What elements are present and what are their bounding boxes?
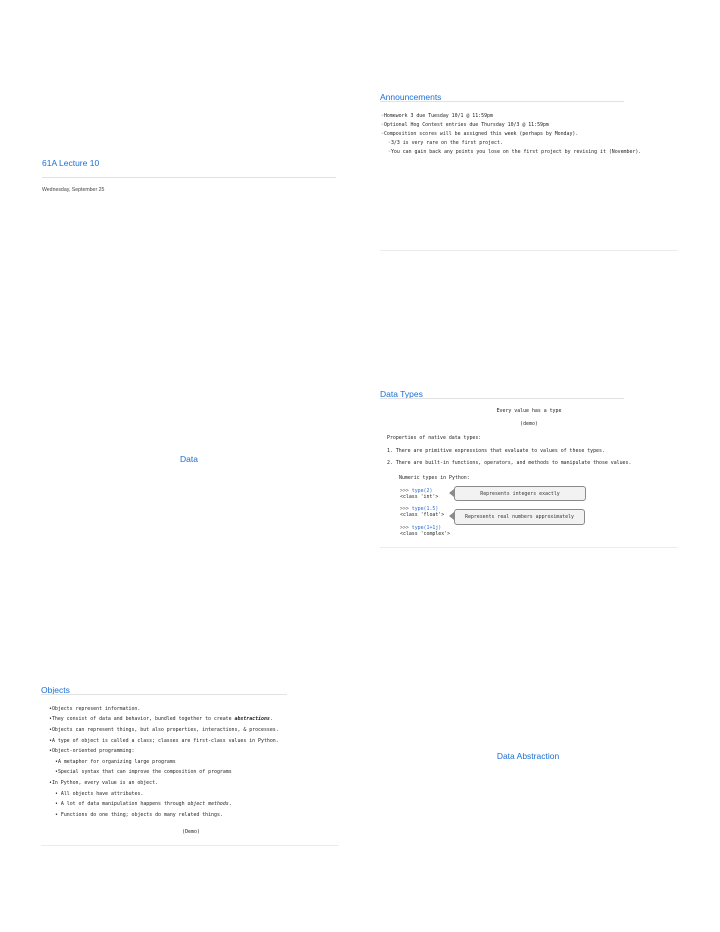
list-item: •Objects can represent things, but also properties, interactions, & processes. — [49, 727, 279, 733]
list-item: ◦Optional Hog Contest entries due Thursday 10/3 @ 11:59pm — [381, 122, 549, 128]
slide-bottom-rule — [380, 250, 678, 251]
list-item: •Special syntax that can improve the composition of programs — [55, 769, 232, 775]
list-item: ◦Composition scores will be assigned this week (perhaps by Monday). — [381, 131, 579, 137]
code-output: <class 'int'> — [400, 494, 439, 500]
code-output: <class 'float'> — [400, 512, 445, 518]
list-item: •They consist of data and behavior, bundled together to create abstractions. — [49, 716, 273, 722]
callout-integers: Represents integers exactly — [454, 486, 586, 501]
demo-label: (demo) — [520, 421, 538, 427]
slide-title: Announcements — [380, 92, 442, 102]
code-line: >>> type(1.5) — [400, 506, 439, 512]
title-divider — [380, 398, 624, 399]
list-item: • Functions do one thing; objects do many related things. — [55, 812, 223, 818]
list-item: •Objects represent information. — [49, 706, 141, 712]
slide-subtitle: Every value has a type — [496, 408, 562, 414]
list-item: •Object-oriented programming: — [49, 748, 135, 754]
slide-title: Objects — [41, 685, 70, 695]
section-title: Data Abstraction — [496, 751, 560, 761]
title-divider — [380, 101, 624, 102]
slide-bottom-rule — [380, 547, 678, 548]
code-line: >>> type(1+1j) — [400, 525, 442, 531]
list-item: • All objects have attributes. — [55, 791, 144, 797]
demo-label: (Demo) — [182, 829, 200, 835]
lecture-date: Wednesday, September 25 — [42, 187, 105, 193]
list-item: •In Python, every value is an object. — [49, 780, 158, 786]
list-item: 2. There are built-in functions, operators, and methods to manipulate those values. — [387, 460, 632, 466]
code-line: >>> type(2) — [400, 488, 433, 494]
list-item: •A metaphor for organizing large programs — [55, 759, 176, 765]
properties-heading: Properties of native data types: — [387, 435, 482, 441]
list-item: 1. There are primitive expressions that evaluate to values of these types. — [387, 448, 605, 454]
slide-bottom-rule — [41, 845, 339, 846]
list-item: ◦You can gain back any points you lose on the first project by revising it (November). — [388, 149, 642, 155]
list-item: •A type of object is called a class; classes are first-class values in Python. — [49, 738, 279, 744]
code-output: <class 'complex'> — [400, 531, 451, 537]
slide-title: Data Types — [380, 389, 423, 399]
list-item: ◦Homework 3 due Tuesday 10/1 @ 11:59pm — [381, 113, 493, 119]
callout-floats: Represents real numbers approximately — [454, 509, 585, 525]
lecture-title: 61A Lecture 10 — [42, 158, 100, 168]
list-item: • A lot of data manipulation happens through object methods. — [55, 801, 232, 807]
numeric-heading: Numeric types in Python: — [399, 475, 470, 481]
title-divider — [41, 694, 287, 695]
list-item: ◦3/3 is very rare on the first project. — [388, 140, 503, 146]
title-divider — [42, 177, 336, 178]
section-title: Data — [180, 454, 198, 464]
